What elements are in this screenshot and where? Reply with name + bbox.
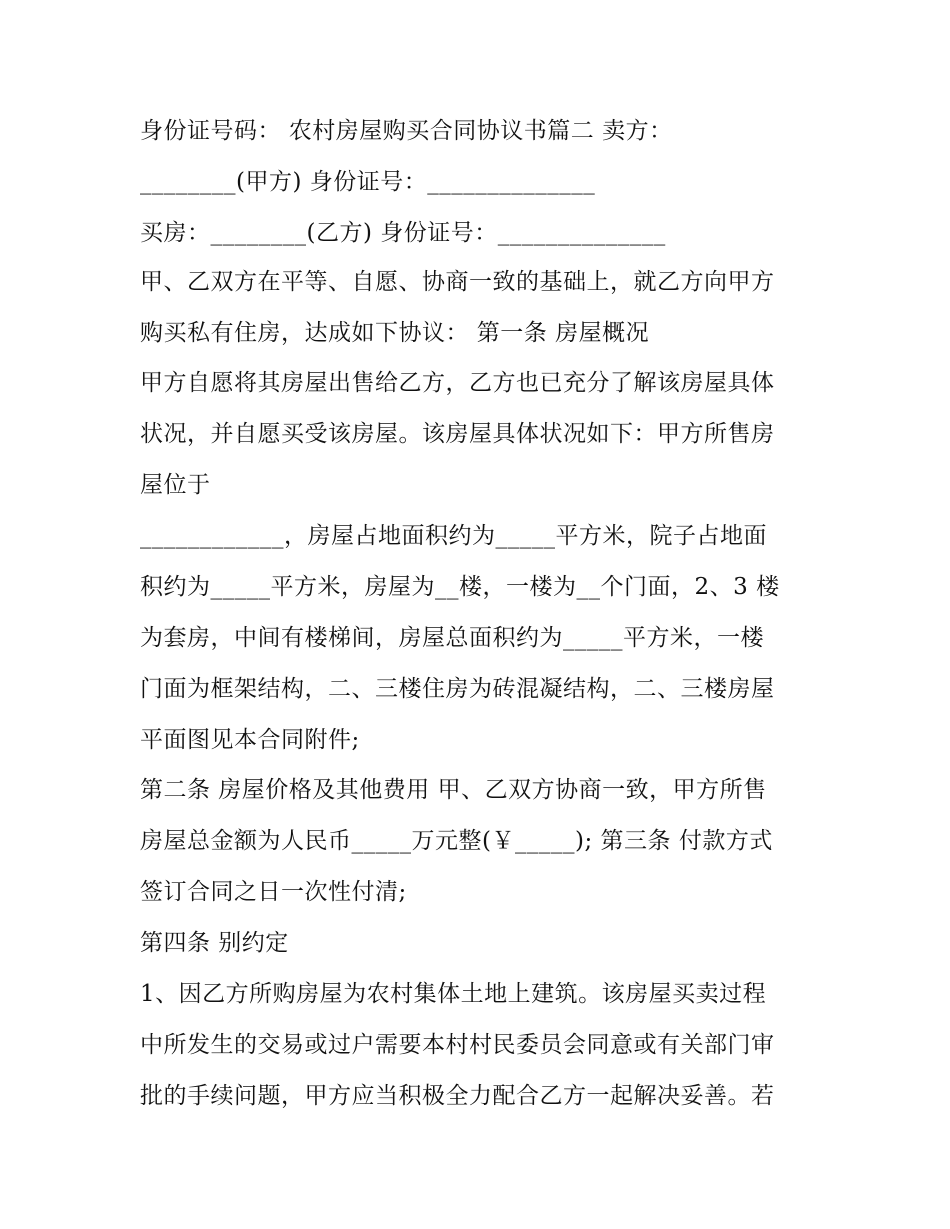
text-line: 身份证号码： 农村房屋购买合同协议书篇二 卖方：	[140, 118, 673, 144]
text-line: 房屋总金额为人民币_____万元整(￥_____); 第三条 付款方式	[140, 828, 773, 854]
text-line: 中所发生的交易或过户需要本村村民委员会同意或有关部门审	[140, 1032, 775, 1058]
text-line: 平面图见本合同附件;	[140, 727, 360, 753]
text-line: 签订合同之日一次性付清;	[140, 879, 407, 905]
text-line: 购买私有住房，达成如下协议： 第一条 房屋概况	[140, 320, 650, 346]
text-line: 批的手续问题，甲方应当积极全力配合乙方一起解决妥善。若	[140, 1083, 775, 1109]
text-line: 1、因乙方所购房屋为农村集体土地上建筑。该房屋买卖过程	[140, 981, 767, 1007]
text-line: 积约为_____平方米，房屋为__楼，一楼为__个门面，2、3 楼	[140, 574, 780, 600]
text-line: 第二条 房屋价格及其他费用 甲、乙双方协商一致，甲方所售	[140, 777, 767, 803]
text-line: 门面为框架结构，二、三楼住房为砖混凝结构，二、三楼房屋	[140, 676, 775, 702]
text-line: 状况，并自愿买受该房屋。该房屋具体状况如下：甲方所售房	[140, 421, 775, 447]
text-line: 甲、乙双方在平等、自愿、协商一致的基础上，就乙方向甲方	[140, 269, 775, 295]
text-line: 甲方自愿将其房屋出售给乙方，乙方也已充分了解该房屋具体	[140, 370, 775, 396]
section-heading: 第四条 别约定	[140, 930, 289, 956]
text-line: 为套房，中间有楼梯间，房屋总面积约为_____平方米，一楼	[140, 625, 764, 651]
text-line: 屋位于	[140, 472, 211, 498]
text-line: ________(甲方) 身份证号：______________	[140, 169, 596, 195]
text-line: ____________，房屋占地面积约为_____平方米，院子占地面	[140, 523, 767, 549]
text-line: 买房：________(乙方) 身份证号：______________	[140, 220, 666, 246]
